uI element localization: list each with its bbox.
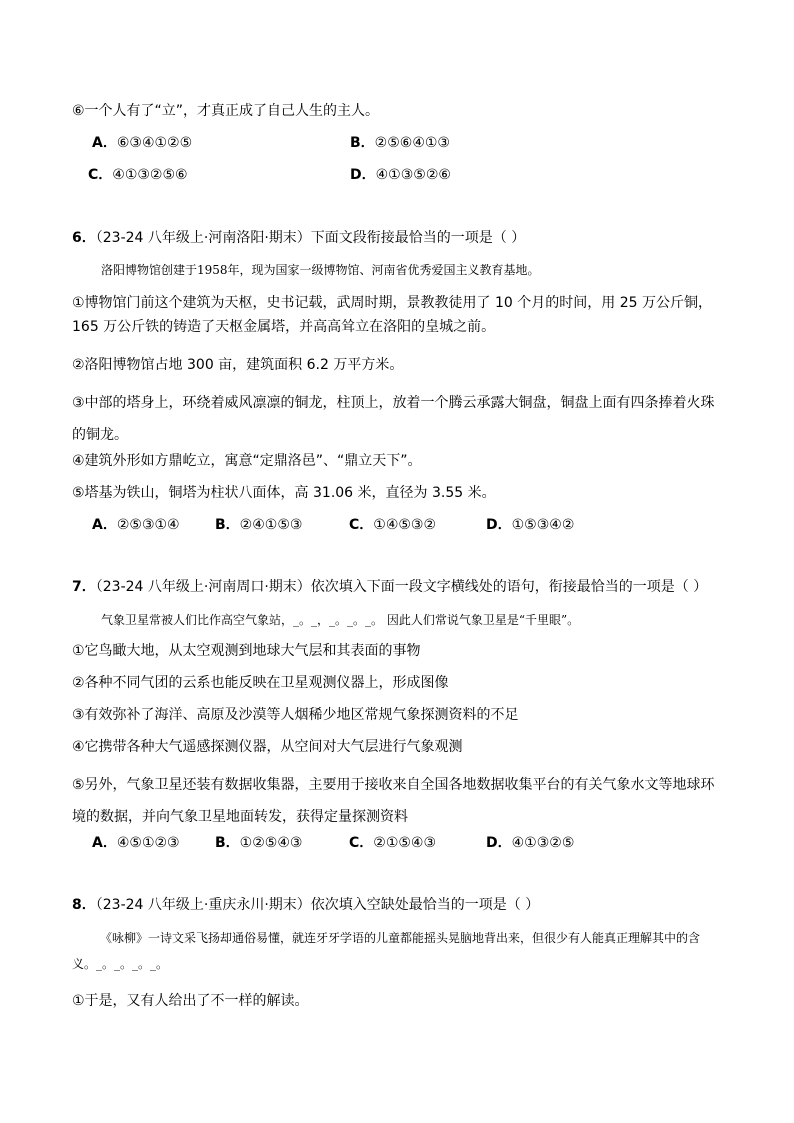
q8-item-1: ①于是，又有人给出了不一样的解读。 xyxy=(72,993,309,1009)
q7-option-a: A．④⑤①②③ xyxy=(92,835,180,851)
q7-heading: 7．（23-24 八年级上·河南周口·期末）依次填入下面一段文字横线处的语句，衔接最恰当的一项是（ ） xyxy=(72,579,708,595)
q6-intro: 洛阳博物馆创建于1958年，现为国家一级博物馆、河南省优秀爱国主义教育基地。 xyxy=(101,263,540,277)
q6-item-3: ③中部的塔身上，环绕着威风凛凛的铜龙，柱顶上，放着一个腾云承露大铜盘，铜盘上面有四条捧着火珠的铜龙。 xyxy=(72,395,715,443)
q5-option-c: C．④①③②⑤⑥ xyxy=(88,167,188,183)
q6-item-4: ④建筑外形如方鼎屹立，寓意“定鼎洛邑”、“鼎立天下”。 xyxy=(72,453,422,469)
q7-item-2: ②各种不同气团的云系也能反映在卫星观测仪器上，形成图像 xyxy=(72,675,449,691)
q7-option-c: C．②①⑤④③ xyxy=(349,835,437,851)
q6-option-a: A．②⑤③①④ xyxy=(92,517,180,533)
q6-heading: 6．（23-24 八年级上·河南洛阳·期末）下面文段衔接最恰当的一项是（ ） xyxy=(72,230,526,246)
q5-option-a: A．⑥③④①②⑤ xyxy=(92,135,193,151)
q6-option-d: D．①⑤③④② xyxy=(486,517,575,533)
q6-option-c: C．①④⑤③② xyxy=(349,517,437,533)
q6-item-2: ②洛阳博物馆占地 300 亩，建筑面积 6.2 万平方米。 xyxy=(72,357,404,373)
q5-option-b: B．②⑤⑥④①③ xyxy=(350,135,450,151)
q6-item-5: ⑤塔基为铁山，铜塔为柱状八面体，高 31.06 米，直径为 3.55 米。 xyxy=(72,485,496,501)
q7-intro: 气象卫星常被人们比作高空气象站，_。_，_。_。_。 因此人们常说气象卫星是“千里眼”。 xyxy=(101,613,580,627)
q7-item-5: ⑤另外，气象卫星还装有数据收集器，主要用于接收来自全国各地数据收集平台的有关气象水文等地球环境的数据，并向气象卫星地面转发，获得定量探测资料 xyxy=(72,777,715,825)
q6-item-1: ①博物馆门前这个建筑为天枢，史书记载，武周时期，景教教徒用了 10 个月的时间，用 25 万公斤铜，165 万公斤铁的铸造了天枢金属塔，并高高耸立在洛阳的皇城之前。 xyxy=(72,295,712,335)
q7-option-b: B．①②⑤④③ xyxy=(215,835,303,851)
q7-option-d: D．④①③②⑤ xyxy=(486,835,575,851)
q7-item-4: ④它携带各种大气遥感探测仪器，从空间对大气层进行气象观测 xyxy=(72,739,463,755)
q6-option-b: B．②④①⑤③ xyxy=(215,517,303,533)
q8-intro: 《咏柳》一诗文采飞扬却通俗易懂，就连牙牙学语的儿童都能摇头晃脑地背出来，但很少有人能真正理解其中的含义。_。_。_。_。 xyxy=(72,931,701,971)
q8-heading: 8．（23-24 八年级上·重庆永川·期末）依次填入空缺处最恰当的一项是（ ） xyxy=(72,897,540,913)
q5-item-6: ⑥一个人有了“立”，才真正成了自己人生的主人。 xyxy=(72,103,380,119)
q7-item-1: ①它鸟瞰大地，从太空观测到地球大气层和其表面的事物 xyxy=(72,643,421,659)
q5-option-d: D．④①③⑤②⑥ xyxy=(350,167,451,183)
q7-item-3: ③有效弥补了海洋、高原及沙漠等人烟稀少地区常规气象探测资料的不足 xyxy=(72,707,519,723)
